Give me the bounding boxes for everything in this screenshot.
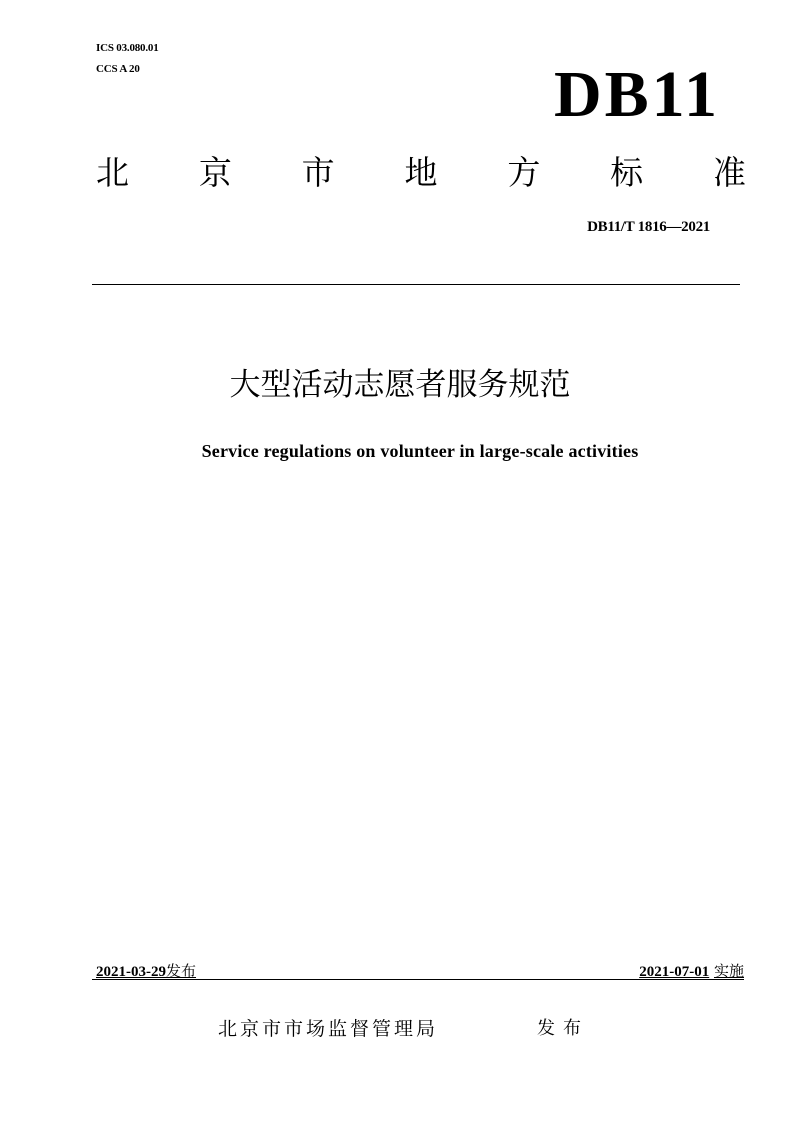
publish-date: 2021-03-29 bbox=[96, 964, 166, 980]
implement-date: 2021-07-01 bbox=[639, 964, 710, 980]
standard-number: DB11/T 1816—2021 bbox=[587, 219, 710, 235]
publish-label: 发布 bbox=[166, 962, 197, 980]
implement-label: 实施 bbox=[713, 962, 744, 980]
standard-type-char: 方 bbox=[507, 153, 541, 192]
title-chinese: 大型活动志愿者服务规范 bbox=[229, 367, 571, 403]
standard-type-char: 北 bbox=[96, 153, 129, 192]
title-english: Service regulations on volunteer in large-scale activities bbox=[201, 441, 639, 461]
publish-date-line bbox=[96, 960, 196, 981]
standard-type-char: 准 bbox=[712, 153, 746, 192]
implement-date-line bbox=[639, 960, 744, 981]
top-divider bbox=[92, 284, 740, 285]
ics-code: ICS 03.080.01 bbox=[96, 42, 159, 54]
standard-type-char: 京 bbox=[198, 153, 232, 192]
standard-type-char: 市 bbox=[301, 153, 335, 192]
issue-label: 发布 bbox=[537, 1018, 589, 1039]
standard-type-char: 地 bbox=[404, 153, 438, 192]
standard-type-name bbox=[96, 153, 746, 192]
ccs-code: CCS A 20 bbox=[96, 63, 140, 75]
standard-type-char: 标 bbox=[610, 153, 644, 192]
db-code-mark: DB11 bbox=[553, 58, 720, 131]
issuing-authority: 北京市市场监督管理局 bbox=[218, 1018, 439, 1040]
bottom-divider bbox=[92, 979, 744, 980]
